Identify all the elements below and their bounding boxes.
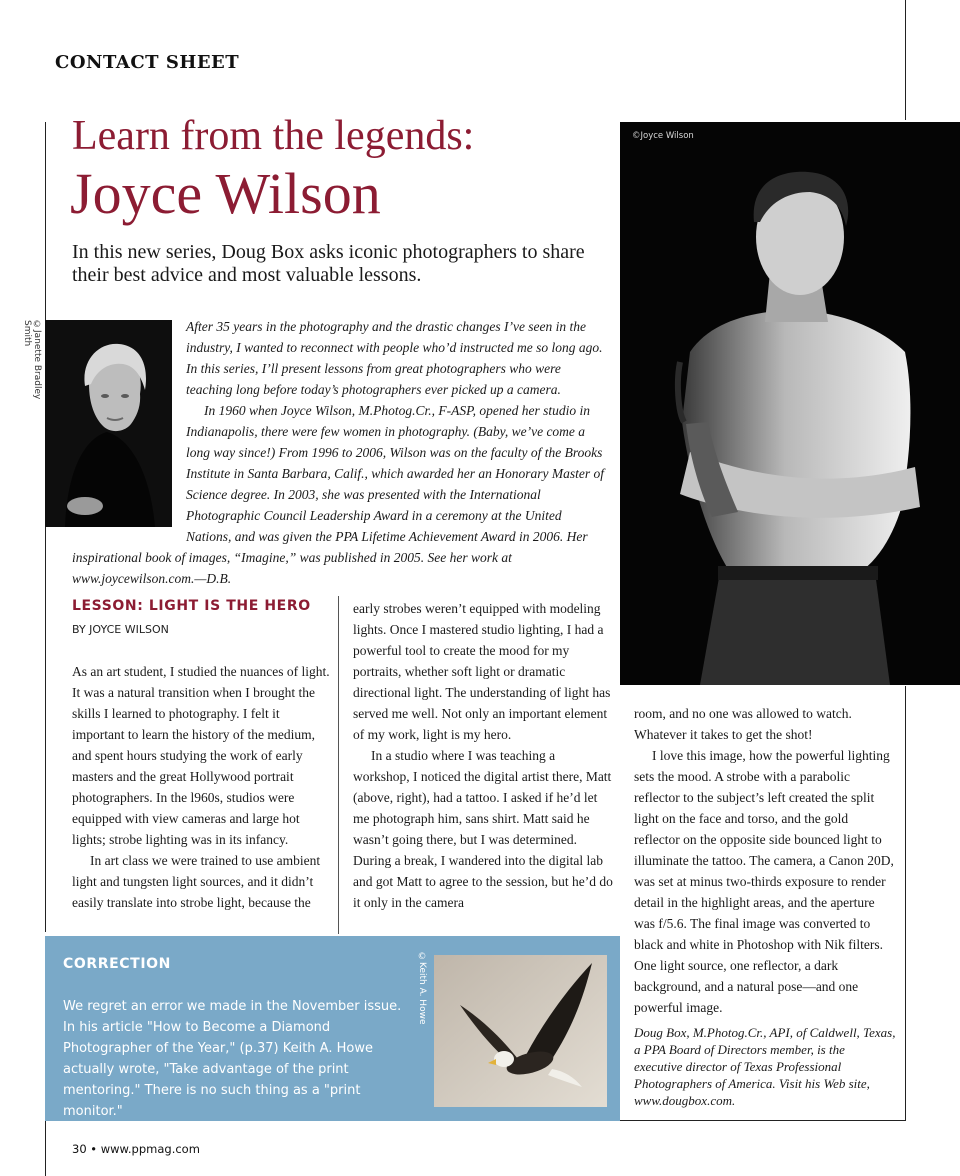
hero-photo-credit: ©Joyce Wilson: [632, 131, 694, 141]
hero-photo: [620, 122, 960, 685]
body-paragraph: As an art student, I studied the nuances of light. It was a natural transition when I brought the skills I learned to photography. I felt it important to learn the history of the medium, and spent hours studying the work of early masters and the great Hollywood portrait photographers. In the l960s, studios were equipped with view cameras and large hot lights; strobe lighting was in its infancy.: [72, 664, 330, 847]
author-bio: Doug Box, M.Photog.Cr., API, of Caldwell, Texas, a PPA Board of Directors member, is the executive director of Texas Professional Photographers of America. Visit his Web site, www.dougbox.com.: [634, 1025, 896, 1108]
portrait-photo-credit: ©Janette Bradley Smith: [22, 320, 42, 400]
hero-illustration: [620, 122, 960, 685]
body-paragraph: room, and no one was allowed to watch. Whatever it takes to get the shot!: [634, 706, 852, 742]
body-column-2: [353, 598, 613, 913]
byline: BY JOYCE WILSON: [72, 623, 169, 636]
eagle-photo-credit: ©Keith A. Howe: [417, 952, 427, 1025]
intro-float-spacer: [72, 316, 186, 537]
body-paragraph: I love this image, how the powerful lighting sets the mood. A strobe with a parabolic reflector to the subject’s left created the split light on the face and torso, and the gold reflector on the opposite side bounced light to illuminate the tattoo. The camera, a Canon 20D, was set at minus two-thirds exposure to render detail in the highlight areas, and the aperture was f/5.6. The final image was converted to black and white in Photoshop with Nik filters. One light source, one reflector, a dark background, and a natural pose—and one powerful image.: [634, 748, 894, 1015]
correction-title: CORRECTION: [63, 956, 171, 972]
intro-paragraph: In 1960 when Joyce Wilson, M.Photog.Cr., F-ASP, opened her studio in Indianapolis, there were few women in photography. (Baby, we’ve come a long way since!) From 1996 to 2006, Wilson was on the faculty of the Brooks Institute in Santa Barbara, Calif., which awarded her an Honorary Master of Science degree. In 2003, she was presented with the International Photographic Council Leadership Award in a ceremony at the United Nations, and was given the PPA Lifetime Achievement Award in 2006. Her inspirational book of images, “Imagine,” was published in 2005. See her work at www.joycewilson.com.—D.B.: [72, 403, 604, 586]
headline-line-1: Learn from the legends:: [72, 113, 475, 159]
body-column-1: [72, 661, 334, 913]
column-rule: [45, 1120, 46, 1176]
lesson-title: LESSON: LIGHT IS THE HERO: [72, 598, 311, 614]
column-rule: [338, 596, 339, 934]
column-rule: [45, 122, 46, 932]
eagle-illustration: [434, 955, 607, 1107]
deck: In this new series, Doug Box asks iconic photographers to share their best advice and most valuable lessons.: [72, 241, 585, 286]
column-rule: [905, 686, 906, 1121]
page-footer: 30 • www.ppmag.com: [72, 1142, 200, 1156]
body-paragraph: In art class we were trained to use ambient light and tungsten light sources, and it didn’t easily translate into strobe light, because the: [72, 853, 321, 910]
body-column-3: [634, 703, 896, 1018]
body-paragraph: In a studio where I was teaching a workshop, I noticed the digital artist there, Matt (above, right), had a tattoo. I asked if he’d let me photograph him, sans shirt. Matt said he wasn’t going there, but I was determined. During a break, I wandered into the digital lab and got Matt to agree to the session, but he’d do it only in the camera: [353, 748, 613, 910]
column-rule: [905, 0, 906, 120]
intro-text: [72, 316, 608, 589]
column-rule: [620, 1120, 906, 1121]
section-label: CONTACT SHEET: [55, 52, 240, 73]
headline-line-2: Joyce Wilson: [70, 161, 381, 226]
body-paragraph: early strobes weren’t equipped with modeling lights. Once I mastered studio lighting, I had a powerful tool to create the mood for my portraits, whether soft light or dramatic directional light. The understanding of light has served me well. Not only an important element of my work, light is my hero.: [353, 601, 611, 742]
eagle-photo: [434, 955, 607, 1107]
correction-text: We regret an error we made in the November issue. In his article "How to Become a Diamond Photographer of the Year," (p.37) Keith A. Howe actually wrote, "Take advantage of the print mentoring." There is no such thing as a "print monitor.": [63, 999, 402, 1119]
intro-paragraph: After 35 years in the photography and the drastic changes I’ve seen in the industry, I wanted to reconnect with people who’d instructed me so long ago. In this series, I’ll present lessons from great photographers who were teaching long before today’s photographers ever picked up a camera.: [186, 319, 603, 397]
